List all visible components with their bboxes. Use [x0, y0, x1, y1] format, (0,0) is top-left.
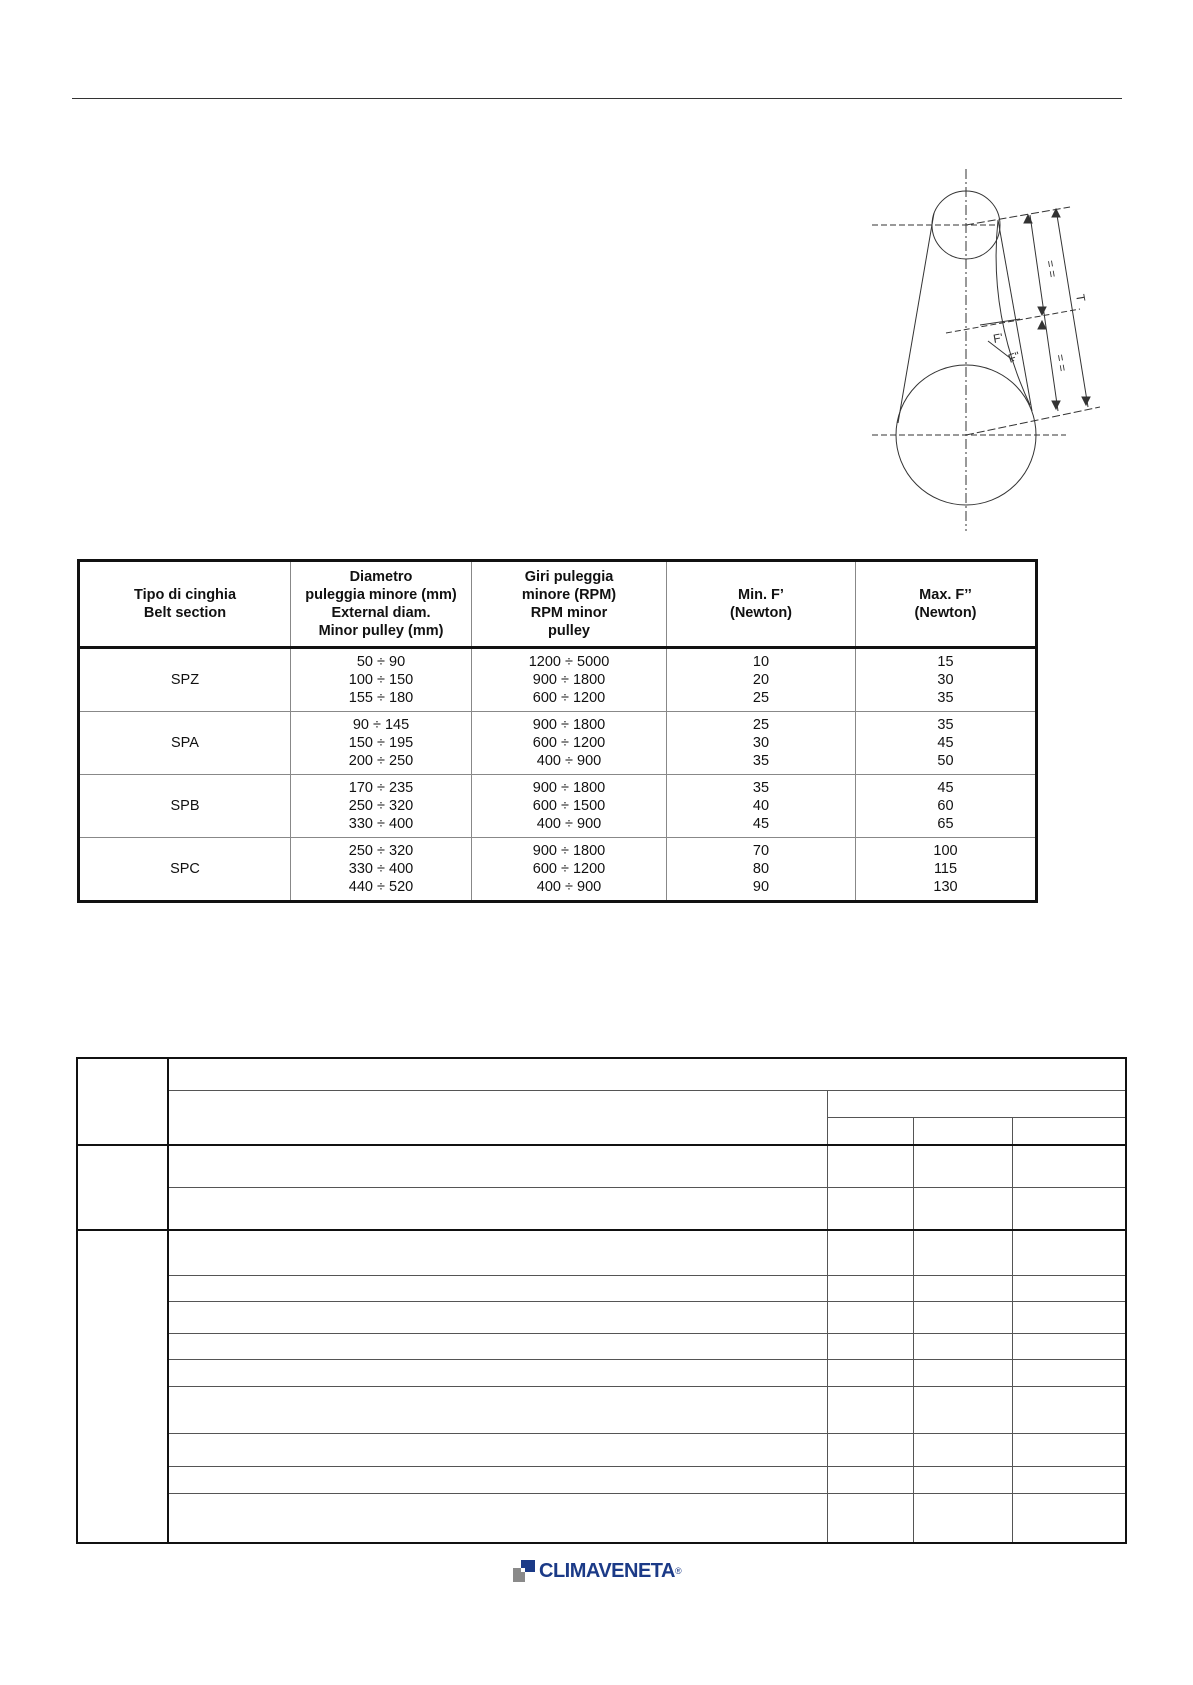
grid-cell: [827, 1359, 913, 1386]
grid-row: [77, 1302, 1126, 1333]
header-belt-section: Tipo di cinghia Belt section: [79, 561, 291, 648]
grid-cell: [1012, 1302, 1126, 1333]
grid-cell: [1012, 1433, 1126, 1466]
cell-max: 100 115 130: [856, 838, 1037, 902]
cell-min: 25 30 35: [667, 712, 856, 775]
grid-cell: [1012, 1188, 1126, 1230]
grid-cell: [168, 1359, 827, 1386]
grid-cell: [1012, 1494, 1126, 1543]
belt-right: [996, 220, 1030, 405]
belt-left: [898, 213, 934, 423]
maintenance-grid-table: [76, 1057, 1127, 1544]
grid-cell: [1012, 1230, 1126, 1276]
grid-cell: [913, 1230, 1012, 1276]
grid-row: [77, 1494, 1126, 1543]
table-row: [79, 648, 1037, 712]
grid-cell: [168, 1433, 827, 1466]
grid-row: [77, 1145, 1126, 1187]
logo-text: CLIMAVENETA: [539, 1559, 675, 1582]
grid-row: [77, 1058, 1126, 1090]
grid-cell: [913, 1386, 1012, 1433]
cell-diameter: 170 ÷ 235 250 ÷ 320 330 ÷ 400: [291, 775, 472, 838]
grid-cell: [827, 1302, 913, 1333]
cell-diameter: 90 ÷ 145 150 ÷ 195 200 ÷ 250: [291, 712, 472, 775]
table-row: [79, 712, 1037, 775]
cell-section: SPA: [79, 712, 291, 775]
grid-cell: [168, 1058, 1126, 1090]
grid-cell: [913, 1302, 1012, 1333]
grid-cell: [1012, 1386, 1126, 1433]
grid-cell: [913, 1145, 1012, 1187]
grid-cell: [1012, 1276, 1126, 1302]
belt-table-header-row: [79, 561, 1037, 648]
header-rpm: Giri puleggia minore (RPM) RPM minor pulley: [472, 561, 667, 648]
grid-cell: [827, 1276, 913, 1302]
label-f2: F": [1006, 348, 1022, 366]
cell-rpm: 900 ÷ 1800 600 ÷ 1200 400 ÷ 900: [472, 838, 667, 902]
grid-cell: [827, 1467, 913, 1494]
grid-cell: [168, 1494, 827, 1543]
grid-cell: [168, 1276, 827, 1302]
belt-tension-table: [77, 559, 1038, 903]
grid-cell: [827, 1188, 913, 1230]
grid-row: [77, 1386, 1126, 1433]
grid-row: [77, 1276, 1126, 1302]
grid-cell: [913, 1359, 1012, 1386]
grid-cell: [827, 1090, 1126, 1117]
grid-cell: [1012, 1359, 1126, 1386]
cell-min: 70 80 90: [667, 838, 856, 902]
grid-cell: [827, 1433, 913, 1466]
grid-cell: [827, 1494, 913, 1543]
cell-diameter: 250 ÷ 320 330 ÷ 400 440 ÷ 520: [291, 838, 472, 902]
grid-cell: [1012, 1117, 1126, 1145]
grid-cell: [1012, 1467, 1126, 1494]
grid-cell: [168, 1333, 827, 1359]
cell-section: SPZ: [79, 648, 291, 712]
grid-row: [77, 1433, 1126, 1466]
grid-cell: [1012, 1333, 1126, 1359]
grid-row: [77, 1188, 1126, 1230]
cell-max: 35 45 50: [856, 712, 1037, 775]
grid-row: [77, 1467, 1126, 1494]
grid-cell: [168, 1302, 827, 1333]
grid-cell: [827, 1386, 913, 1433]
logo-mark-icon: [513, 1560, 535, 1582]
logo-registered-mark: ®: [674, 1566, 682, 1576]
grid-group-cell: [77, 1230, 168, 1543]
cell-rpm: 900 ÷ 1800 600 ÷ 1200 400 ÷ 900: [472, 712, 667, 775]
grid-cell: [913, 1188, 1012, 1230]
grid-cell: [1012, 1145, 1126, 1187]
grid-cell: [913, 1433, 1012, 1466]
cell-rpm: 1200 ÷ 5000 900 ÷ 1800 600 ÷ 1200: [472, 648, 667, 712]
climaveneta-logo: [513, 1558, 682, 1584]
cell-rpm: 900 ÷ 1800 600 ÷ 1500 400 ÷ 900: [472, 775, 667, 838]
grid-row: [77, 1359, 1126, 1386]
grid-group-cell: [77, 1145, 168, 1229]
header-diameter: Diametro puleggia minore (mm) External diam. Minor pulley (mm): [291, 561, 472, 648]
label-f1: F': [992, 330, 1004, 346]
grid-cell: [168, 1188, 827, 1230]
header-rule: [72, 98, 1122, 99]
cell-diameter: 50 ÷ 90 100 ÷ 150 155 ÷ 180: [291, 648, 472, 712]
grid-cell: [827, 1333, 913, 1359]
table-row: [79, 838, 1037, 902]
label-half1: = =: [1043, 259, 1060, 279]
cell-min: 10 20 25: [667, 648, 856, 712]
grid-row: [77, 1230, 1126, 1276]
grid-corner-cell: [77, 1058, 168, 1145]
cell-section: SPB: [79, 775, 291, 838]
grid-cell: [913, 1494, 1012, 1543]
grid-cell: [913, 1117, 1012, 1145]
grid-cell: [168, 1230, 827, 1276]
cell-section: SPC: [79, 838, 291, 902]
grid-cell: [827, 1230, 913, 1276]
label-half2: = =: [1053, 353, 1070, 373]
grid-cell: [168, 1145, 827, 1187]
grid-row: [77, 1090, 1126, 1117]
grid-cell: [827, 1117, 913, 1145]
cell-min: 35 40 45: [667, 775, 856, 838]
cell-max: 15 30 35: [856, 648, 1037, 712]
belt-tension-diagram: [870, 165, 1100, 533]
grid-cell: [913, 1333, 1012, 1359]
header-max-force: Max. F’’ (Newton): [856, 561, 1037, 648]
grid-cell: [168, 1467, 827, 1494]
grid-cell: [827, 1145, 913, 1187]
grid-cell: [913, 1276, 1012, 1302]
table-row: [79, 775, 1037, 838]
grid-row: [77, 1333, 1126, 1359]
grid-cell: [168, 1090, 827, 1145]
header-min-force: Min. F’ (Newton): [667, 561, 856, 648]
cell-max: 45 60 65: [856, 775, 1037, 838]
grid-cell: [168, 1386, 827, 1433]
label-t: T: [1073, 293, 1089, 303]
grid-cell: [913, 1467, 1012, 1494]
